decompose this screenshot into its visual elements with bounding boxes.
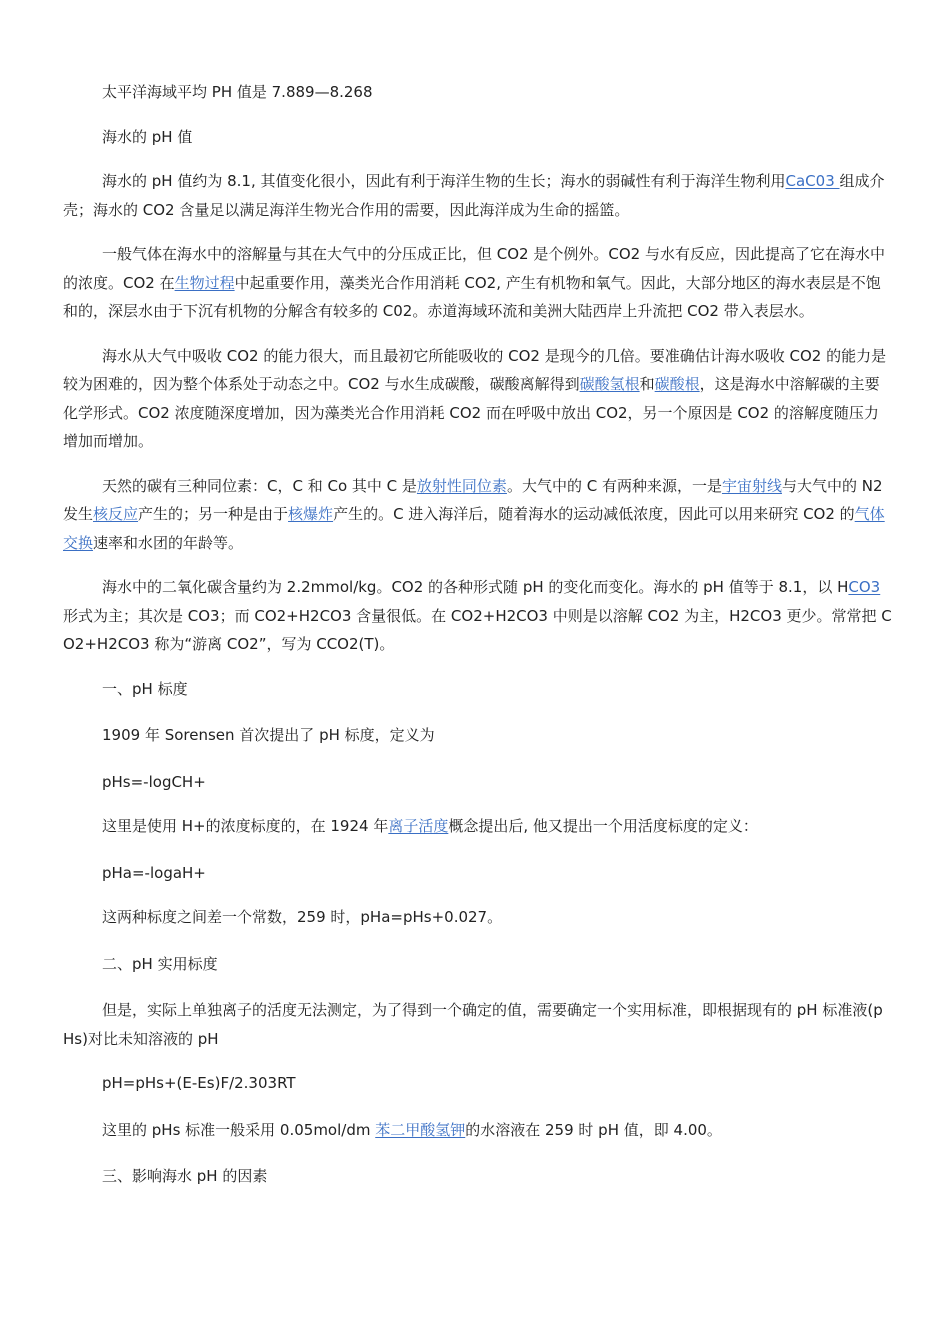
text: 一般气体在海水中的溶解量与其在大气中的分压成正比，但 CO2 是个例外。CO2 与水有反应，因此提高了它在海水中的浓度。CO2 在 [63,245,885,292]
paragraph-gas-solubility [63,240,893,326]
link-gas-exchange[interactable]: 气体交换 [63,505,885,552]
heading-ph-factors [63,1162,893,1191]
heading-seawater-ph [63,123,893,152]
link-caco3[interactable]: CaC03 [785,172,840,190]
text: 海水的 pH 值约为 8.1, 其值变化很小，因此有利于海洋生物的生长；海水的弱碱性有利于海洋生物利用 [102,172,786,190]
link-biological-process[interactable]: 生物过程 [174,273,235,292]
text: 与大气中的 N2 发生 [63,476,883,523]
text: 海水中的二氧化碳含量约为 2.2mmol/kg。CO2 的各种形式随 pH 的变化而变化。海水的 pH 值等于 8.1，以 H [102,578,849,596]
text: 。大气中的 C 有两种来源，一是 [506,476,722,495]
link-co3[interactable]: CO3 [848,578,881,596]
paragraph-seawater-ph-value [63,167,893,224]
paragraph-co2-absorption [63,342,893,456]
text: pHa=-logaH+ [102,863,206,882]
link-nuclear-reaction[interactable]: 核反应 [93,505,139,523]
link-bicarbonate[interactable]: 碳酸氢根 [579,375,640,393]
text: 的水溶液在 259 时 pH 值，即 4.00。 [465,1120,722,1139]
paragraph-scale-difference [63,903,893,932]
heading-ph-scale [63,675,893,704]
document-body [63,78,893,1191]
text: 但是，实际上单独离子的活度无法测定，为了得到一个确定的值，需要确定一个实用标准，即根据现有的 pH 标准液(pHs)对比未知溶液的 pH [63,1001,883,1048]
text: 海水的 pH 值 [102,127,193,146]
link-nuclear-explosion[interactable]: 核爆炸 [288,505,334,523]
text: ，这是海水中溶解碳的主要化学形式。CO2 浓度随深度增加，因为藻类光合作用消耗 CO2 而在呼吸中放出 CO2，另一个原因是 CO2 的溶解度随压力增加而增加。 [63,375,880,450]
formula-ph-practical [63,1069,893,1098]
paragraph-sorensen [63,721,893,750]
formula-phs [63,768,893,797]
text: pH=pHs+(E-Es)F/2.303RT [102,1074,296,1092]
text: 太平洋海域平均 PH 值是 7.889—8.268 [102,83,373,101]
text: 中起重要作用，藻类光合作用消耗 CO2, 产生有机物和氧气。因此，大部分地区的海水表层是不饱和的，深层水由于下沉有机物的分解含有较多的 C02。赤道海域环流和美洲大陆西岸上升流把 CO2 带入表层水。 [63,273,881,320]
text: 产生的。C 进入海洋后，随着海水的运动减低浓度，因此可以用来研究 CO2 的 [333,505,855,523]
text: 海水从大气中吸收 CO2 的能力很大，而且最初它所能吸收的 CO2 是现今的几倍。要准确估计海水吸收 CO2 的能力是较为困难的，因为整个体系处于动态之中。CO2 与水生成碳酸，碳酸离解得到 [63,346,887,393]
paragraph-phs-standard [63,1116,893,1145]
link-cosmic-rays[interactable]: 宇宙射线 [721,476,782,495]
text: 这里的 pHs 标准一般采用 0.05mol/dm [102,1120,376,1139]
link-ion-activity[interactable]: 离子活度 [388,817,449,835]
heading-practical-scale [63,950,893,979]
text: 三、影响海水 pH 的因素 [102,1167,268,1185]
text: 组成介壳；海水的 CO2 含量足以满足海洋生物光合作用的需要，因此海洋成为生命的摇篮。 [63,172,885,219]
text: 形式为主；其次是 CO3；而 CO2+H2CO3 含量很低。在 CO2+H2CO3 中则是以溶解 CO2 为主，H2CO3 更少。常常把 CO2+H2CO3 称为“游离 CO2”，写为 CCO2(T)。 [63,606,892,653]
text: 和 [639,375,655,393]
text: 速率和水团的年龄等。 [93,533,244,552]
formula-pha [63,859,893,888]
text: 这里是使用 H+的浓度标度的，在 1924 年 [102,817,389,835]
paragraph-co2-content [63,573,893,659]
text: 二、pH 实用标度 [102,954,218,973]
text: 这两种标度之间差一个常数，259 时，pHa=pHs+0.027。 [102,908,503,926]
link-potassium-hydrogen-phthalate[interactable]: 苯二甲酸氢钾 [375,1120,466,1139]
paragraph-pacific-ph [63,78,893,107]
text: 天然的碳有三种同位素：C，C 和 Co 其中 C 是 [102,476,417,495]
paragraph-activity-scale [63,812,893,841]
paragraph-practical-standard [63,996,893,1053]
text: pHs=-logCH+ [102,772,206,791]
link-radioactive-isotope[interactable]: 放射性同位素 [416,476,507,495]
text: 一、pH 标度 [102,679,188,698]
text: 产生的；另一种是由于 [138,505,289,523]
text: 1909 年 Sorensen 首次提出了 pH 标度，定义为 [102,726,435,744]
text: 概念提出后, 他又提出一个用活度标度的定义： [448,817,758,835]
paragraph-carbon-isotopes [63,472,893,558]
link-carbonate[interactable]: 碳酸根 [654,375,700,393]
